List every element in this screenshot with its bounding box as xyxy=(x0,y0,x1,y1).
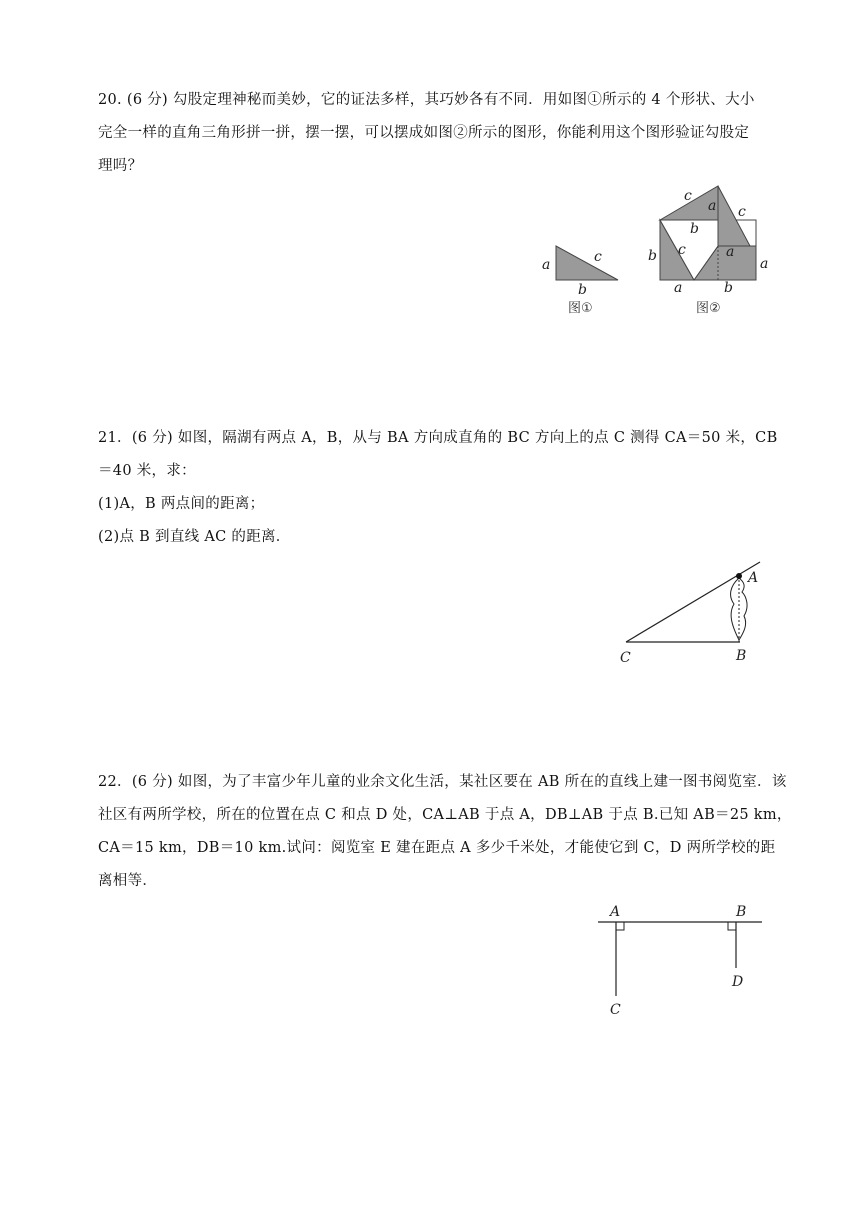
q22-figure xyxy=(592,900,768,1022)
fig2-label-a-bottom: a xyxy=(674,280,683,296)
fig2-label-a-right: a xyxy=(760,256,769,272)
fig2-label-a-mid: a xyxy=(726,244,735,260)
question-20-text xyxy=(98,84,764,183)
q21-line-2: ＝40 米，求： xyxy=(98,463,196,479)
q21-figure xyxy=(610,556,770,670)
q21-label-B: B xyxy=(736,648,747,664)
q20-line-3: 理吗？ xyxy=(98,158,143,174)
fig2-label-c-inner: c xyxy=(678,242,686,258)
q20-line-2: 完全一样的直角三角形拼一拼，摆一摆，可以摆成如图②所示的图形，你能利用这个图形验证勾股定 xyxy=(98,125,750,141)
q22-line-3: CA＝15 km，DB＝10 km.试问：阅览室 E 建在距点 A 多少千米处，才能使它到 C，D 两所学校的距 xyxy=(98,840,776,856)
question-21-text xyxy=(98,422,778,554)
q22-line-2: 社区有两所学校，所在的位置在点 C 和点 D 处，CA⊥AB 于点 A，DB⊥AB 于点 B.已知 AB＝25 km， xyxy=(98,807,792,823)
q22-right-angle-A xyxy=(616,922,624,930)
q21-label-C: C xyxy=(620,650,631,666)
q22-line-1: 22．(6 分) 如图，为了丰富少年儿童的业余文化生活，某社区要在 AB 所在的直线上建一图书阅览室．该 xyxy=(98,774,787,790)
q21-label-A: A xyxy=(748,570,759,586)
fig1-caption: 图① xyxy=(568,301,593,316)
fig2-label-b-bottom: b xyxy=(724,280,733,296)
fig1-label-b: b xyxy=(578,282,587,298)
q22-label-B: B xyxy=(736,904,747,920)
q22-right-angle-B xyxy=(728,922,736,930)
q20-figure-1 xyxy=(530,238,630,320)
q21-line-4: (2)点 B 到直线 AC 的距离． xyxy=(98,529,291,545)
fig1-label-a: a xyxy=(542,257,551,273)
fig2-label-c-top: c xyxy=(684,188,692,204)
fig2-label-b-inner: b xyxy=(690,221,699,237)
q22-label-D: D xyxy=(732,974,744,990)
q20-figure-2 xyxy=(640,182,770,322)
q22-label-A: A xyxy=(610,904,621,920)
fig2-label-a-top: a xyxy=(708,198,717,214)
q20-line-1: 20. (6 分) 勾股定理神秘而美妙，它的证法多样，其巧妙各有不同．用如图①所示的 4 个形状、大小 xyxy=(98,92,755,108)
q22-label-C: C xyxy=(610,1002,621,1018)
fig1-right-triangle xyxy=(556,246,618,280)
q21-point-A xyxy=(736,573,742,579)
fig2-caption: 图② xyxy=(696,301,721,316)
q21-line-1: 21．(6 分) 如图，隔湖有两点 A，B，从与 BA 方向成直角的 BC 方向上的点 C 测得 CA＝50 米，CB xyxy=(98,430,778,446)
fig2-label-c-right: c xyxy=(738,204,746,220)
q22-line-4: 离相等． xyxy=(98,873,158,889)
fig2-label-b-left: b xyxy=(648,248,657,264)
fig1-label-c: c xyxy=(594,249,602,265)
question-22-text xyxy=(98,766,792,898)
q21-line-3: (1)A，B 两点间的距离； xyxy=(98,496,265,512)
